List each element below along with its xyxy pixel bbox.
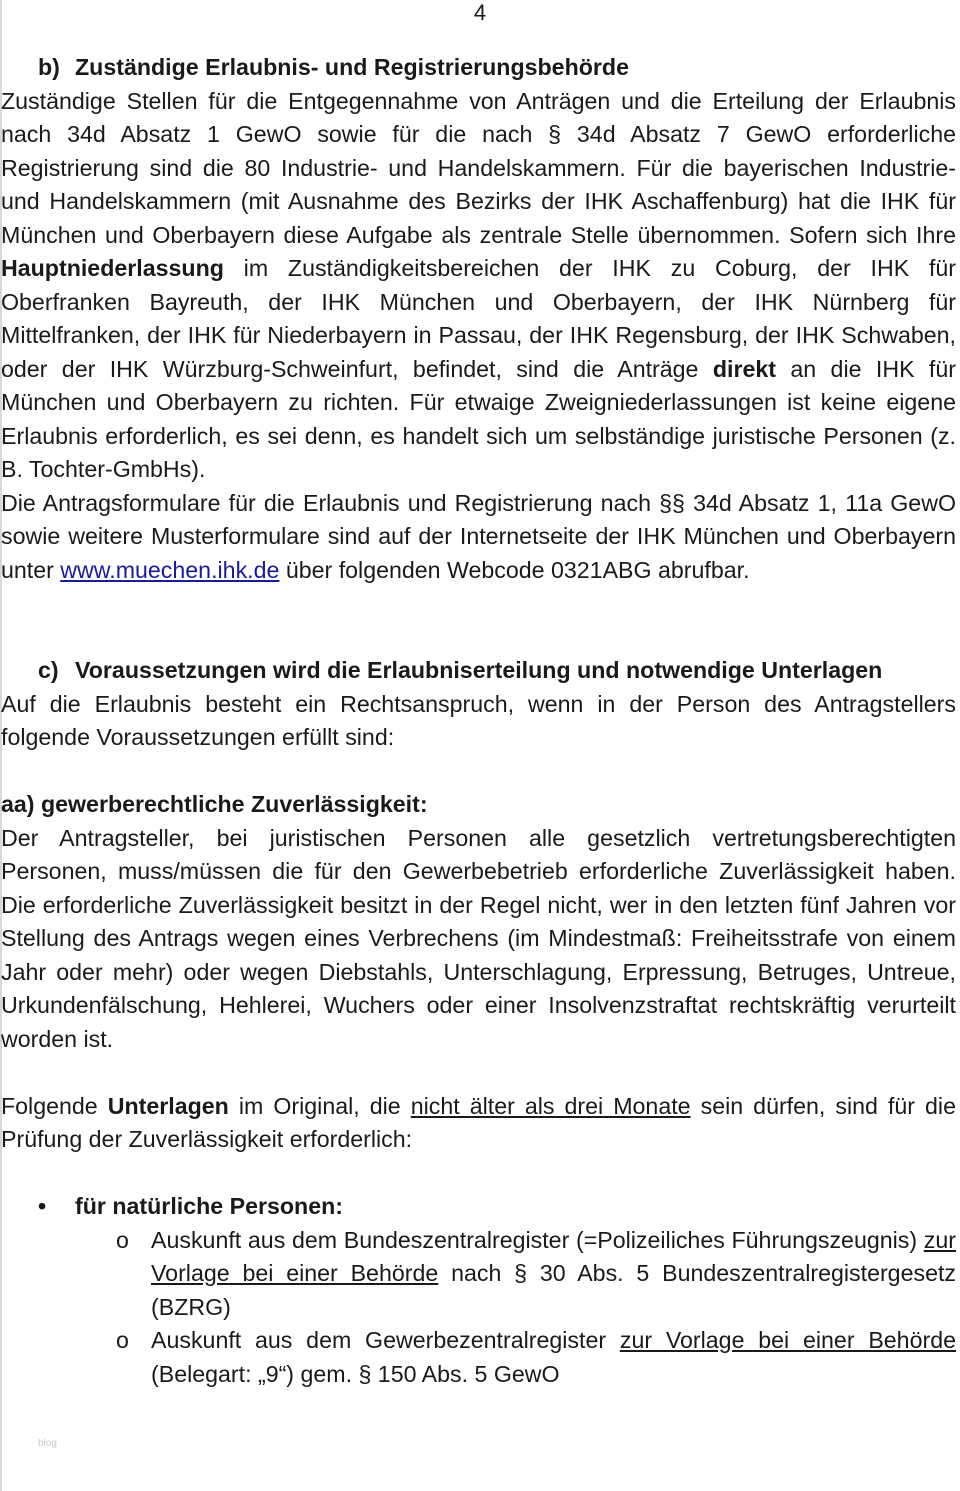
section-c-title: Voraussetzungen wird die Erlaubniserteilung und notwendige Unterlagen [75,657,883,683]
list-item-text [151,1224,956,1325]
text-run: Auskunft aus dem Gewerbezentralregister [151,1327,620,1353]
spacer [1,1056,956,1090]
aa-heading [1,788,956,822]
document-body [1,51,956,1391]
text-run: Zuständige Stellen für die Entgegennahme von Anträgen und die Erteilung der Erlaubnis nach 34d Absatz 1 GewO sowie für die nach § 34d Absatz 7 GewO erforderliche Registrierung sind die 80 Industrie- und Handelskammern. Für die bayerischen Industrie- und Handelskammern (mit Ausnahme des Bezirks der IHK Aschaffenburg) hat die IHK für München und Oberbayern diese Aufgabe als zentrale Stelle übernommen. Sofern sich Ihre [1,87,956,248]
section-b-paragraph-1 [1,85,956,487]
text-run: Die Antragsformulare für die Erlaubnis und Registrierung nach §§ 34d Absatz 1, 11a GewO sowie weitere Musterformulare sind auf der Internetseite der IHK München und Oberbayern unter [1,489,956,583]
watermark: blog [38,1438,57,1449]
text-run: Auskunft aus dem Bundeszentralregister (=Polizeiliches Führungszeugnis) [151,1226,924,1253]
list-item-text [151,1324,956,1391]
spacer [1,587,956,654]
text-run: an die IHK für München und Oberbayern zu richten. Für etwaige Zweigniederlassungen ist keine eigene Erlaubnis erforderlich, es sei denn, es handelt sich um selbständige juristische Personen (z. B. Tochter-GmbHs). [1,355,956,482]
bold-unterlagen: Unterlagen [107,1092,229,1119]
spacer [1,755,956,789]
text-run: sein dürfen, sind für die Prüfung der Zuverlässigkeit erforderlich: [1,1092,956,1152]
section-c-intro: Auf die Erlaubnis besteht ein Rechtsanspruch, wenn in der Person des Antragstellers folgende Voraussetzungen erfüllt sind: [1,690,956,750]
documents-paragraph [1,1090,956,1157]
section-c-label: c) [38,657,59,683]
section-b-paragraph-2 [1,487,956,588]
section-b-heading [1,51,956,85]
bullet-icon: • [38,1193,47,1219]
text-run: im Original, die [228,1092,411,1119]
text-run: nach § 30 Abs. 5 Bundeszentralregistergesetz (BZRG) [151,1260,957,1320]
section-b-title: Zuständige Erlaubnis- und Registrierungsbehörde [75,54,629,80]
underline-text: zur Vorlage bei einer Behörde [151,1226,956,1286]
list-item-gewerbezentralregister [1,1324,956,1391]
sub-bullet-icon: o [116,1226,129,1253]
section-c-heading [1,654,956,688]
text-run: Folgende [1,1092,108,1119]
aa-paragraph: Der Antragsteller, bei juristischen Personen alle gesetzlich vertretungsberechtigten Personen, muss/müssen die für den Gewerbebetrieb erforderliche Zuverlässigkeit haben. Die erforderliche Zuverlässigkeit besitzt in der Regel nicht, wer in den letzten fünf Jahren vor Stellung des Antrags wegen eines Verbrechens (im Mindestmaß: Freiheitsstrafe von einem Jahr oder mehr) oder wegen Diebstahls, Unterschlagung, Erpressung, Betruges, Untreue, Urkundenfälschung, Hehlerei, Wuchers oder einer Insolvenzstraftat rechtskräftig verurteilt worden ist. [1,824,956,1052]
bold-direkt: direkt [712,355,776,382]
aa-heading-text: aa) gewerberechtliche Zuverlässigkeit: [1,791,428,817]
underline-three-months: nicht älter als drei Monate [410,1092,691,1119]
bullet-label: für natürliche Personen: [75,1193,343,1219]
text-run: über folgenden Webcode 0321ABG abrufbar. [279,556,750,583]
spacer [1,1157,956,1191]
list-item-bundeszentralregister [1,1224,956,1325]
section-b-label: b) [38,54,60,80]
sub-bullet-icon: o [116,1327,129,1353]
page-number: 4 [473,0,487,25]
bullet-natural-persons [1,1190,956,1224]
text-run: im Zuständigkeitsbereichen der IHK zu Coburg, der IHK für Oberfranken Bayreuth, der IHK München und Oberbayern, der IHK Nürnberg für Mittelfranken, der IHK für Niederbayern in Passau, der IHK Regensburg, der IHK Schwaben, oder der IHK Würzburg-Schweinfurt, befindet, sind die Anträge [1,255,956,382]
text-run: (Belegart: „9“) gem. § 150 Abs. 5 GewO [151,1360,560,1387]
underline-text: zur Vorlage bei einer Behörde [619,1327,956,1353]
bold-hauptniederlassung: Hauptniederlassung [1,255,224,281]
ihk-website-link[interactable]: www.muechen.ihk.de [60,556,280,583]
